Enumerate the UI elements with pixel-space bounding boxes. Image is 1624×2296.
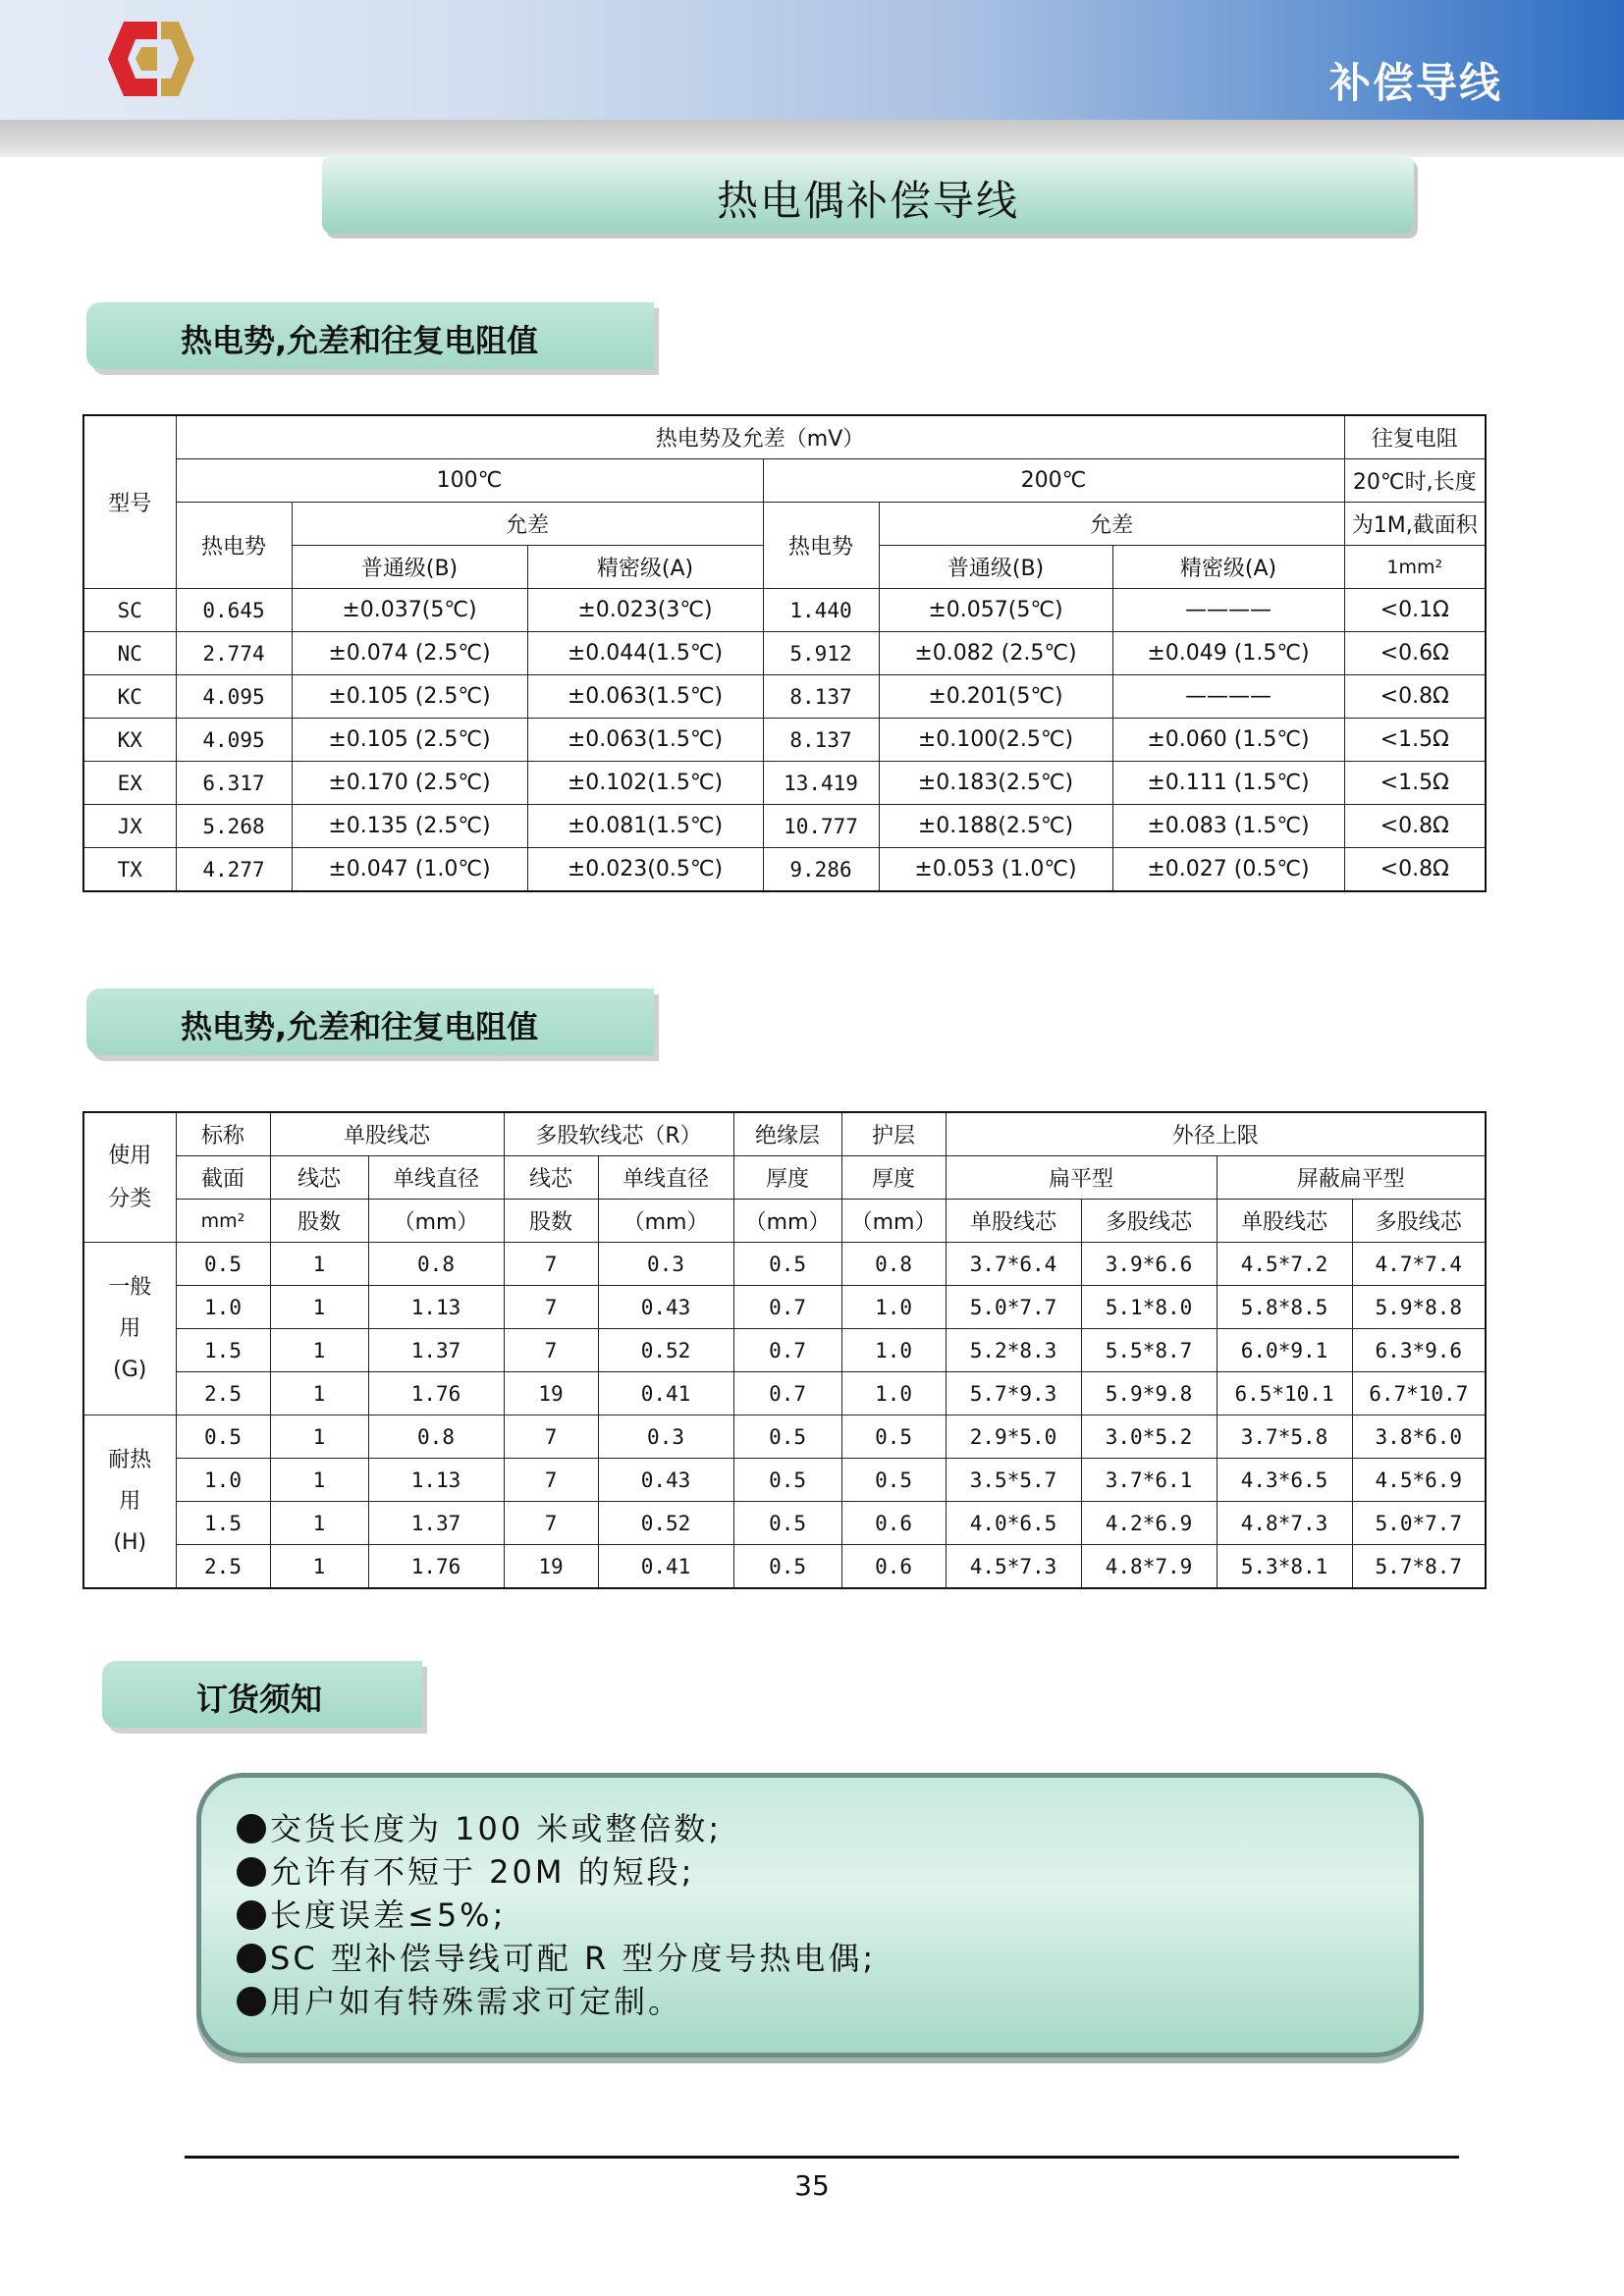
table-cell: <0.8Ω xyxy=(1344,675,1486,719)
model-cell: EX xyxy=(83,762,176,805)
table-cell: 4.8*7.9 xyxy=(1081,1545,1217,1589)
table-cell: 1 xyxy=(270,1502,368,1545)
table-cell: ±0.044(1.5℃) xyxy=(527,632,763,675)
table-cell: 1 xyxy=(270,1415,368,1459)
table-cell: ±0.057(5℃) xyxy=(879,589,1112,632)
table-cell: 0.5 xyxy=(733,1502,841,1545)
table-cell: 5.9*9.8 xyxy=(1081,1372,1217,1415)
table-cell: 7 xyxy=(504,1502,598,1545)
table-cell: <0.8Ω xyxy=(1344,848,1486,892)
header-nominal-3: mm² xyxy=(176,1200,270,1243)
table-cell: 3.8*6.0 xyxy=(1352,1415,1486,1459)
table-cell: 5.0*7.7 xyxy=(946,1286,1081,1329)
table-cell: 5.8*8.5 xyxy=(1217,1286,1352,1329)
table-cell: ±0.170 (2.5℃) xyxy=(292,762,527,805)
header-wire-dia-2b: （mm） xyxy=(598,1200,733,1243)
header-emf-200: 热电势 xyxy=(763,503,879,589)
table-row xyxy=(83,719,1486,762)
table-cell: 5.0*7.7 xyxy=(1352,1502,1486,1545)
table-cell: ±0.049 (1.5℃) xyxy=(1112,632,1344,675)
header-resistance: 往复电阻 xyxy=(1344,415,1486,459)
table-cell: 4.8*7.3 xyxy=(1217,1502,1352,1545)
table-cell: ±0.105 (2.5℃) xyxy=(292,675,527,719)
table-cell: 4.5*7.3 xyxy=(946,1545,1081,1589)
section-tab-label: 热电势,允差和往复电阻值 xyxy=(181,1008,539,1045)
section-tab-label: 订货须知 xyxy=(196,1681,323,1718)
header-core-count-2a: 股数 xyxy=(270,1200,368,1243)
model-cell: JX xyxy=(83,805,176,848)
table-cell: ±0.135 (2.5℃) xyxy=(292,805,527,848)
table-cell: 19 xyxy=(504,1372,598,1415)
header-insulation-3: （mm） xyxy=(733,1200,841,1243)
table-cell: 10.777 xyxy=(763,805,879,848)
table-cell: 7 xyxy=(504,1329,598,1372)
table-cell: 6.0*9.1 xyxy=(1217,1329,1352,1372)
header-flat-multi: 多股线芯 xyxy=(1081,1200,1217,1243)
header-sheath-3: （mm） xyxy=(841,1200,946,1243)
table-cell: 4.5*6.9 xyxy=(1352,1459,1486,1502)
header-sheath-1: 护层 xyxy=(841,1112,946,1156)
table-cell: 3.7*6.4 xyxy=(946,1243,1081,1286)
notice-item-text: SC 型补偿导线可配 R 型分度号热电偶; xyxy=(270,1940,877,1977)
table-cell: ±0.201(5℃) xyxy=(879,675,1112,719)
table-cell: 3.0*5.2 xyxy=(1081,1415,1217,1459)
notice-item xyxy=(237,1807,876,1850)
header-insulation-2: 厚度 xyxy=(733,1156,841,1200)
header-core-count-2b: 股数 xyxy=(504,1200,598,1243)
table-cell: <1.5Ω xyxy=(1344,719,1486,762)
table-cell: 0.8 xyxy=(841,1243,946,1286)
model-cell: TX xyxy=(83,848,176,892)
table-cell: 5.3*8.1 xyxy=(1217,1545,1352,1589)
table-cell: 0.8 xyxy=(368,1243,504,1286)
header-precise-100: 精密级(A) xyxy=(527,546,763,589)
table-row xyxy=(83,762,1486,805)
table-cell: 5.7*9.3 xyxy=(946,1372,1081,1415)
table-cell: 0.5 xyxy=(176,1243,270,1286)
table-row xyxy=(83,1243,1486,1286)
table-cell: 1.76 xyxy=(368,1545,504,1589)
page-number: 35 xyxy=(794,2169,830,2202)
header-sheath-2: 厚度 xyxy=(841,1156,946,1200)
table-cell: 1.13 xyxy=(368,1459,504,1502)
table-cell: 3.9*6.6 xyxy=(1081,1243,1217,1286)
table-cell: 0.43 xyxy=(598,1459,733,1502)
notice-item-text: 长度误差≤5%; xyxy=(270,1896,507,1934)
table-cell: 8.137 xyxy=(763,719,879,762)
table-cell: <0.6Ω xyxy=(1344,632,1486,675)
table-cell: 4.5*7.2 xyxy=(1217,1243,1352,1286)
table-cell: 19 xyxy=(504,1545,598,1589)
table-cell: 0.41 xyxy=(598,1545,733,1589)
use-category-line: 用 xyxy=(119,1315,141,1341)
model-cell: KX xyxy=(83,719,176,762)
table-cell: 7 xyxy=(504,1459,598,1502)
use-category-line: (G) xyxy=(113,1357,147,1382)
table-cell: 4.0*6.5 xyxy=(946,1502,1081,1545)
header-shield-multi: 多股线芯 xyxy=(1352,1200,1486,1243)
header-flat-single: 单股线芯 xyxy=(946,1200,1081,1243)
table-cell: 0.5 xyxy=(733,1459,841,1502)
header-emf-100: 热电势 xyxy=(176,503,292,589)
table-row xyxy=(83,1502,1486,1545)
table-cell: 2.5 xyxy=(176,1545,270,1589)
table-cell: ±0.105 (2.5℃) xyxy=(292,719,527,762)
table-cell: ±0.188(2.5℃) xyxy=(879,805,1112,848)
header-core-count-1b: 线芯 xyxy=(504,1156,598,1200)
table-cell: 1 xyxy=(270,1243,368,1286)
header-resistance-note-1: 20℃时,长度 xyxy=(1344,459,1486,503)
table-cell: <0.1Ω xyxy=(1344,589,1486,632)
page-title: 热电偶补偿导线 xyxy=(716,177,1019,225)
table-cell: 4.3*6.5 xyxy=(1217,1459,1352,1502)
notice-item xyxy=(237,1850,876,1894)
table-cell: 4.7*7.4 xyxy=(1352,1243,1486,1286)
table-cell: 1.5 xyxy=(176,1502,270,1545)
use-category-cell xyxy=(83,1243,176,1415)
table-cell: 5.912 xyxy=(763,632,879,675)
footer-divider xyxy=(185,2156,1459,2159)
header-insulation-1: 绝缘层 xyxy=(733,1112,841,1156)
table-cell: 3.7*6.1 xyxy=(1081,1459,1217,1502)
use-category-line: 用 xyxy=(119,1488,141,1514)
table-cell: 0.5 xyxy=(733,1415,841,1459)
header-tolerance-100: 允差 xyxy=(292,503,763,546)
table-cell: 1 xyxy=(270,1286,368,1329)
header-200c: 200℃ xyxy=(763,459,1344,503)
table-cell: 0.52 xyxy=(598,1329,733,1372)
table-cell: 6.3*9.6 xyxy=(1352,1329,1486,1372)
header-single-core: 单股线芯 xyxy=(270,1112,504,1156)
table-cell: 7 xyxy=(504,1415,598,1459)
section-tab-emf xyxy=(86,302,654,369)
table-cell: 4.095 xyxy=(176,675,292,719)
use-category-line: 一般 xyxy=(108,1274,152,1300)
table-cell: 1.0 xyxy=(176,1286,270,1329)
table-row xyxy=(83,589,1486,632)
header-core-count-1a: 线芯 xyxy=(270,1156,368,1200)
use-category-line: (H) xyxy=(113,1529,147,1555)
table-cell: ±0.037(5℃) xyxy=(292,589,527,632)
table-cell: <1.5Ω xyxy=(1344,762,1486,805)
table-cell: ±0.081(1.5℃) xyxy=(527,805,763,848)
table-row xyxy=(83,848,1486,892)
table-row xyxy=(83,1459,1486,1502)
table-row xyxy=(83,1372,1486,1415)
table-cell: 0.6 xyxy=(841,1545,946,1589)
table-cell: 1 xyxy=(270,1459,368,1502)
table-cell: 5.2*8.3 xyxy=(946,1329,1081,1372)
model-cell: NC xyxy=(83,632,176,675)
table-cell: 7 xyxy=(504,1243,598,1286)
header-use-category: 使用 分类 xyxy=(83,1112,176,1243)
table-cell: 0.645 xyxy=(176,589,292,632)
table-cell: ±0.083 (1.5℃) xyxy=(1112,805,1344,848)
bullet-icon xyxy=(237,1814,266,1843)
table-cell: ±0.023(0.5℃) xyxy=(527,848,763,892)
table-row xyxy=(83,632,1486,675)
table-cell: 1.440 xyxy=(763,589,879,632)
header-precise-200: 精密级(A) xyxy=(1112,546,1344,589)
table-cell: 1.37 xyxy=(368,1329,504,1372)
table-cell: 0.3 xyxy=(598,1243,733,1286)
notice-item xyxy=(237,1937,876,1980)
header-emf-tolerance: 热电势及允差（mV） xyxy=(176,415,1344,459)
emf-tolerance-table xyxy=(82,414,1487,892)
table-cell: 0.5 xyxy=(841,1415,946,1459)
table-cell: 1.0 xyxy=(841,1329,946,1372)
table-row xyxy=(83,1415,1486,1459)
header-resistance-note-2: 为1M,截面积 xyxy=(1344,503,1486,546)
table-cell: 0.5 xyxy=(841,1459,946,1502)
table-cell: 5.268 xyxy=(176,805,292,848)
header-normal-100: 普通级(B) xyxy=(292,546,527,589)
ordering-notice-list xyxy=(237,1807,876,2023)
table-cell: <0.8Ω xyxy=(1344,805,1486,848)
table-cell: 6.5*10.1 xyxy=(1217,1372,1352,1415)
table-cell: 3.7*5.8 xyxy=(1217,1415,1352,1459)
header-wire-dia-2a: （mm） xyxy=(368,1200,504,1243)
table-cell: 0.5 xyxy=(733,1243,841,1286)
bullet-icon xyxy=(237,1900,266,1930)
table-cell: 0.7 xyxy=(733,1329,841,1372)
header-title: 补偿导线 xyxy=(1328,59,1502,107)
header-model: 型号 xyxy=(83,415,176,589)
notice-item-text: 允许有不短于 20M 的短段; xyxy=(270,1853,695,1891)
table-row xyxy=(83,675,1486,719)
table-cell: ———— xyxy=(1112,675,1344,719)
table-cell: 2.5 xyxy=(176,1372,270,1415)
table-cell: ±0.047 (1.0℃) xyxy=(292,848,527,892)
table-cell: ±0.111 (1.5℃) xyxy=(1112,762,1344,805)
header-shield-single: 单股线芯 xyxy=(1217,1200,1352,1243)
bullet-icon xyxy=(237,1987,266,2016)
table-cell: 1.37 xyxy=(368,1502,504,1545)
company-logo-icon xyxy=(102,18,196,100)
table-cell: 1.76 xyxy=(368,1372,504,1415)
notice-item xyxy=(237,1894,876,1937)
table-cell: 4.277 xyxy=(176,848,292,892)
table-cell: 2.9*5.0 xyxy=(946,1415,1081,1459)
header-flat: 扁平型 xyxy=(946,1156,1217,1200)
notice-item-text: 用户如有特殊需求可定制。 xyxy=(270,1983,683,2020)
dimensions-table xyxy=(82,1111,1487,1589)
table-cell: 5.1*8.0 xyxy=(1081,1286,1217,1329)
notice-item xyxy=(237,1980,876,2023)
table-cell: 0.43 xyxy=(598,1286,733,1329)
notice-item-text: 交货长度为 100 米或整倍数; xyxy=(270,1810,723,1847)
table-cell: 0.41 xyxy=(598,1372,733,1415)
table-row xyxy=(83,1286,1486,1329)
table-cell: 4.095 xyxy=(176,719,292,762)
bullet-icon xyxy=(237,1857,266,1887)
table-row xyxy=(83,805,1486,848)
table-cell: 1 xyxy=(270,1329,368,1372)
header-normal-200: 普通级(B) xyxy=(879,546,1112,589)
page-title-banner xyxy=(322,155,1414,234)
table-cell: 8.137 xyxy=(763,675,879,719)
section-tab-dimensions xyxy=(86,988,654,1055)
header-100c: 100℃ xyxy=(176,459,763,503)
table-cell: ±0.074 (2.5℃) xyxy=(292,632,527,675)
table-cell: 1.5 xyxy=(176,1329,270,1372)
table-cell: 9.286 xyxy=(763,848,879,892)
table-cell: 0.5 xyxy=(733,1545,841,1589)
table-cell: 6.317 xyxy=(176,762,292,805)
section-tab-label: 热电势,允差和往复电阻值 xyxy=(181,322,539,359)
table-cell: 1 xyxy=(270,1372,368,1415)
table-cell: ±0.063(1.5℃) xyxy=(527,675,763,719)
table-cell: 5.9*8.8 xyxy=(1352,1286,1486,1329)
table-cell: 0.5 xyxy=(176,1415,270,1459)
ordering-notice-box xyxy=(196,1773,1424,2057)
table-cell: 7 xyxy=(504,1286,598,1329)
table-cell: 1.0 xyxy=(176,1459,270,1502)
table-row xyxy=(83,1545,1486,1589)
table-cell: ±0.053 (1.0℃) xyxy=(879,848,1112,892)
table-cell: ±0.063(1.5℃) xyxy=(527,719,763,762)
table-row xyxy=(83,1329,1486,1372)
table-cell: 0.7 xyxy=(733,1372,841,1415)
table-cell: 1.13 xyxy=(368,1286,504,1329)
header-nominal-2: 截面 xyxy=(176,1156,270,1200)
table-cell: ±0.183(2.5℃) xyxy=(879,762,1112,805)
header-resistance-note-3: 1mm² xyxy=(1344,546,1486,589)
table-cell: 0.3 xyxy=(598,1415,733,1459)
table-cell: 5.7*8.7 xyxy=(1352,1545,1486,1589)
model-cell: SC xyxy=(83,589,176,632)
table-cell: 1.0 xyxy=(841,1286,946,1329)
table-cell: ±0.027 (0.5℃) xyxy=(1112,848,1344,892)
header-wire-dia-1b: 单线直径 xyxy=(598,1156,733,1200)
table-cell: 2.774 xyxy=(176,632,292,675)
table-cell: 0.6 xyxy=(841,1502,946,1545)
header-shield-flat: 屏蔽扁平型 xyxy=(1217,1156,1486,1200)
bullet-icon xyxy=(237,1944,266,1973)
header-multi-core: 多股软线芯（R） xyxy=(504,1112,733,1156)
model-cell: KC xyxy=(83,675,176,719)
use-category-cell xyxy=(83,1415,176,1589)
table-cell: 13.419 xyxy=(763,762,879,805)
header-shadow-band xyxy=(0,120,1624,157)
table-cell: 1.0 xyxy=(841,1372,946,1415)
table-cell: ±0.100(2.5℃) xyxy=(879,719,1112,762)
header-wire-dia-1a: 单线直径 xyxy=(368,1156,504,1200)
use-category-line: 耐热 xyxy=(108,1447,152,1472)
table-cell: ———— xyxy=(1112,589,1344,632)
table-cell: 3.5*5.7 xyxy=(946,1459,1081,1502)
table-cell: ±0.102(1.5℃) xyxy=(527,762,763,805)
table-cell: 1 xyxy=(270,1545,368,1589)
table-cell: 4.2*6.9 xyxy=(1081,1502,1217,1545)
header-tolerance-200: 允差 xyxy=(879,503,1344,546)
table-cell: ±0.023(3℃) xyxy=(527,589,763,632)
table-cell: 0.52 xyxy=(598,1502,733,1545)
table-cell: 5.5*8.7 xyxy=(1081,1329,1217,1372)
header-od-max: 外径上限 xyxy=(946,1112,1486,1156)
section-tab-ordering xyxy=(102,1661,422,1728)
table-cell: 6.7*10.7 xyxy=(1352,1372,1486,1415)
table-cell: ±0.060 (1.5℃) xyxy=(1112,719,1344,762)
table-cell: 0.8 xyxy=(368,1415,504,1459)
table-cell: ±0.082 (2.5℃) xyxy=(879,632,1112,675)
header-nominal-1: 标称 xyxy=(176,1112,270,1156)
table-cell: 0.7 xyxy=(733,1286,841,1329)
